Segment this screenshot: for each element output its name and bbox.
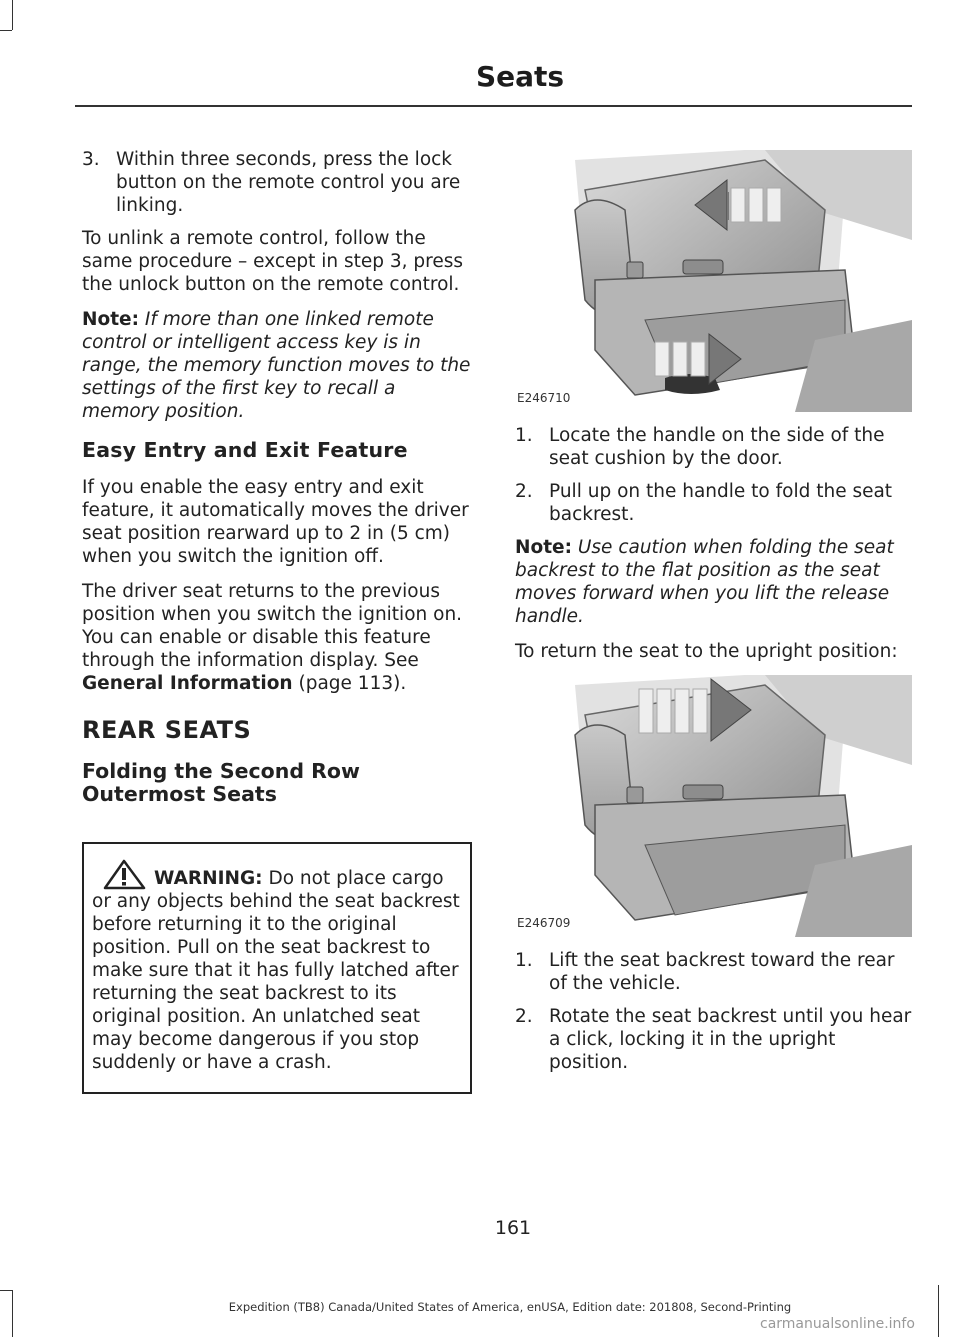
easy-entry-paragraph-2 [82, 580, 474, 695]
step-text: Pull up on the handle to fold the seat backrest. [549, 481, 893, 525]
step-text: Rotate the seat backrest until you hear a click, locking it in the upright position. [549, 1006, 912, 1073]
step-number: 2. [515, 1006, 533, 1027]
note-paragraph [515, 536, 912, 628]
note-label: Note: [515, 537, 572, 558]
easy-entry-paragraph: If you enable the easy entry and exit feature, it automatically moves the driver seat position rearward up to 2 in (5 cm) when you switch the ignition off. [82, 477, 469, 567]
crop-mark [12, 0, 27, 30]
section-heading-rear-seats: REAR SEATS [82, 716, 252, 744]
step-number: 1. [515, 425, 533, 446]
step-number: 1. [515, 950, 533, 971]
subsection-heading-folding: Folding the Second Row Outermost Seats [82, 759, 360, 806]
page-title: Seats [475, 60, 565, 93]
page-number [0, 1217, 960, 1239]
page-reference: (page 113). [292, 673, 407, 694]
crop-mark [0, 30, 12, 31]
seat-fold-image [515, 150, 912, 412]
crop-mark [0, 1290, 12, 1291]
warning-triangle-icon [100, 858, 148, 890]
figure-code: E246709 [517, 916, 571, 930]
warning-label: WARNING: [154, 868, 263, 889]
step-number: 2. [515, 481, 533, 502]
footer-text: Expedition (TB8) Canada/United States of America, enUSA, Edition date: 201808, Second-Printing [228, 1300, 792, 1314]
crop-mark [12, 1290, 27, 1337]
step-item [515, 1005, 912, 1074]
step-item [515, 949, 912, 995]
step-item [515, 480, 912, 526]
step-text: Locate the handle on the side of the seat cushion by the door. [549, 425, 885, 469]
note-paragraph [82, 308, 474, 423]
step-item [82, 148, 474, 217]
return-paragraph: To return the seat to the upright position: [515, 641, 898, 662]
header-divider [75, 105, 912, 107]
page-number-text: 161 [494, 1217, 532, 1239]
unlink-paragraph: To unlink a remote control, follow the same procedure – except in step 3, press the unlock button on the remote control. [82, 228, 464, 295]
step-number: 3. [82, 149, 100, 170]
warning-box [82, 842, 472, 1094]
note-label: Note: [82, 309, 139, 330]
note-text: If more than one linked remote control or intelligent access key is in range, the memory function moves to the settings of the first key to recall a memory position. [82, 309, 471, 422]
seat-return-image [515, 675, 912, 937]
warning-text: Do not place cargo or any objects behind the seat backrest before returning it to the original position. Pull on the seat backrest to make sure that it has fully latched after returning the seat backrest to its original position. An unlatched seat may become dangerous if you stop suddenly or have a crash. [92, 868, 460, 1073]
watermark: carmanualsonline.info [760, 1316, 915, 1332]
seat-fold-illustration [515, 150, 912, 412]
right-column [515, 150, 912, 1084]
section-heading-easy-entry: Easy Entry and Exit Feature [82, 438, 408, 462]
cross-reference-link[interactable]: General Information [82, 673, 293, 694]
step-item [515, 424, 912, 470]
step-text: Lift the seat backrest toward the rear of the vehicle. [549, 950, 895, 994]
note-text: Use caution when folding the seat backrest to the flat position as the seat moves forward when you lift the release handle. [515, 537, 894, 627]
left-column [82, 148, 474, 1094]
seat-return-illustration [515, 675, 912, 937]
step-text: Within three seconds, press the lock button on the remote control you are linking. [116, 149, 461, 216]
paragraph-text: The driver seat returns to the previous position when you switch the ignition on. You can enable or disable this feature through the information display. See [82, 581, 463, 671]
figure-code: E246710 [517, 391, 571, 405]
page-header [0, 60, 960, 93]
